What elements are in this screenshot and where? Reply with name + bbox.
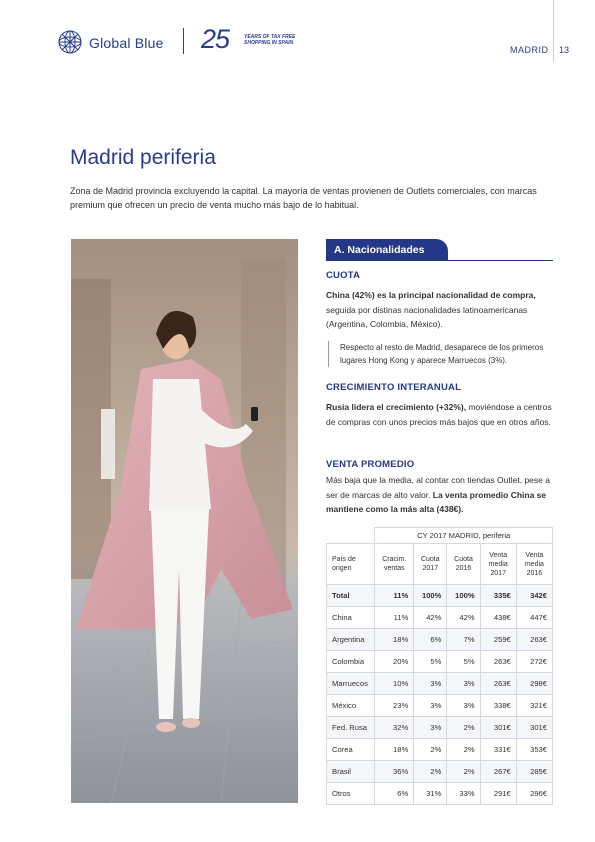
cuota-heading: CUOTA xyxy=(326,270,361,281)
col-header: Venta media 2016 xyxy=(516,544,552,585)
venta-text: Más baja que la media, al contar con tiendas Outlet, pese a ser de marcas de alto valor. xyxy=(326,475,550,500)
row-value: 3% xyxy=(447,673,480,695)
table-row xyxy=(327,585,553,607)
row-value: 2% xyxy=(447,761,480,783)
row-value: 301€ xyxy=(516,717,552,739)
row-value: 342€ xyxy=(516,585,552,607)
col-header: Venta media 2017 xyxy=(480,544,516,585)
row-value: 3% xyxy=(447,695,480,717)
page-number: 13 xyxy=(559,45,570,55)
row-country: China xyxy=(327,607,375,629)
row-value: 11% xyxy=(375,585,414,607)
venta-bold: La venta promedio China se mantiene como la más alta (438€). xyxy=(326,489,547,514)
header-divider xyxy=(183,28,184,54)
crecimiento-paragraph xyxy=(326,400,554,429)
anniversary-text: YEARS OF TAX FREE SHOPPING IN SPAIN xyxy=(244,34,296,46)
row-value: 31% xyxy=(414,783,447,805)
col-header: Cracim. ventas xyxy=(375,544,414,585)
row-country: Argentina xyxy=(327,629,375,651)
col-header: Cuota 2016 xyxy=(447,544,480,585)
note-bar xyxy=(328,341,329,367)
row-value: 296€ xyxy=(516,783,552,805)
table-row xyxy=(327,607,553,629)
row-country: Otros xyxy=(327,783,375,805)
row-value: 272€ xyxy=(516,651,552,673)
woman-walking-photo xyxy=(71,239,298,803)
row-value: 2% xyxy=(447,717,480,739)
table-row xyxy=(327,651,553,673)
row-value: 438€ xyxy=(480,607,516,629)
globe-logo-icon xyxy=(56,28,84,56)
row-value: 6% xyxy=(414,629,447,651)
row-value: 36% xyxy=(375,761,414,783)
row-value: 5% xyxy=(447,651,480,673)
intro-paragraph: Zona de Madrid provincia excluyendo la capital. La mayoría de ventas provienen de Outlets comerciales, con marcas premium que ofrecen un precio de venta mucho más bajo de lo habitual. xyxy=(70,186,537,210)
section-tab: A. Nacionalidades xyxy=(326,239,448,261)
row-value: 263€ xyxy=(480,651,516,673)
row-value: 10% xyxy=(375,673,414,695)
anniversary-number: 25 xyxy=(201,24,230,54)
row-value: 42% xyxy=(414,607,447,629)
section-rule xyxy=(326,260,553,261)
row-value: 2% xyxy=(414,761,447,783)
table-header-row xyxy=(327,544,553,585)
row-value: 32% xyxy=(375,717,414,739)
row-value: 3% xyxy=(414,717,447,739)
crecimiento-text: moviéndose a centros de compras con unos precios más bajos que en otros años. xyxy=(326,402,552,427)
table-row xyxy=(327,739,553,761)
row-value: 18% xyxy=(375,629,414,651)
table-row xyxy=(327,629,553,651)
row-value: 263€ xyxy=(516,629,552,651)
table-row xyxy=(327,717,553,739)
row-value: 298€ xyxy=(516,673,552,695)
table-row xyxy=(327,783,553,805)
row-value: 263€ xyxy=(480,673,516,695)
row-value: 7% xyxy=(447,629,480,651)
header-vertical-rule xyxy=(553,0,554,62)
cuota-text: seguida por distinas nacionalidades latinoamericanas (Argentina, Colombia, México). xyxy=(326,304,528,329)
crecimiento-heading: CRECIMIENTO INTERANUAL xyxy=(326,382,462,393)
venta-heading: VENTA PROMEDIO xyxy=(326,459,415,470)
row-value: 285€ xyxy=(516,761,552,783)
row-value: 6% xyxy=(375,783,414,805)
row-country: Total xyxy=(327,585,375,607)
row-value: 335€ xyxy=(480,585,516,607)
row-country: Fed. Rusa xyxy=(327,717,375,739)
row-value: 259€ xyxy=(480,629,516,651)
table-caption: CY 2017 MADRID, periferia xyxy=(375,528,553,544)
header-city: MADRID xyxy=(510,45,549,55)
crecimiento-bold: Rusia lidera el crecimiento (+32%), xyxy=(326,402,467,412)
page-title: Madrid periferia xyxy=(70,146,216,169)
row-value: 18% xyxy=(375,739,414,761)
cuota-paragraph xyxy=(326,288,554,332)
row-value: 321€ xyxy=(516,695,552,717)
table-row xyxy=(327,761,553,783)
row-value: 33% xyxy=(447,783,480,805)
cuota-note: Respecto al resto de Madrid, desaparece de los primeros lugares Hong Kong y aparece Marruecos (3%). xyxy=(340,343,544,365)
row-value: 331€ xyxy=(480,739,516,761)
row-value: 291€ xyxy=(480,783,516,805)
table-row xyxy=(327,695,553,717)
row-value: 2% xyxy=(447,739,480,761)
row-value: 447€ xyxy=(516,607,552,629)
row-country: Corea xyxy=(327,739,375,761)
row-country: Colombia xyxy=(327,651,375,673)
row-value: 301€ xyxy=(480,717,516,739)
cuota-bold: China (42%) es la principal nacionalidad de compra, xyxy=(326,290,536,300)
row-value: 100% xyxy=(447,585,480,607)
table-row xyxy=(327,673,553,695)
row-value: 267€ xyxy=(480,761,516,783)
row-value: 11% xyxy=(375,607,414,629)
row-value: 20% xyxy=(375,651,414,673)
row-value: 353€ xyxy=(516,739,552,761)
row-value: 338€ xyxy=(480,695,516,717)
row-value: 23% xyxy=(375,695,414,717)
row-value: 5% xyxy=(414,651,447,673)
row-value: 3% xyxy=(414,673,447,695)
row-country: Brasil xyxy=(327,761,375,783)
row-country: México xyxy=(327,695,375,717)
brand-name: Global Blue xyxy=(89,35,164,51)
col-header: País de origen xyxy=(327,544,375,585)
col-header: Cuota 2017 xyxy=(414,544,447,585)
nationality-table xyxy=(326,527,553,805)
venta-paragraph xyxy=(326,473,554,517)
row-value: 100% xyxy=(414,585,447,607)
row-value: 42% xyxy=(447,607,480,629)
row-country: Marruecos xyxy=(327,673,375,695)
row-value: 3% xyxy=(414,695,447,717)
table-corner xyxy=(327,528,375,544)
row-value: 2% xyxy=(414,739,447,761)
table-caption-row xyxy=(327,528,553,544)
